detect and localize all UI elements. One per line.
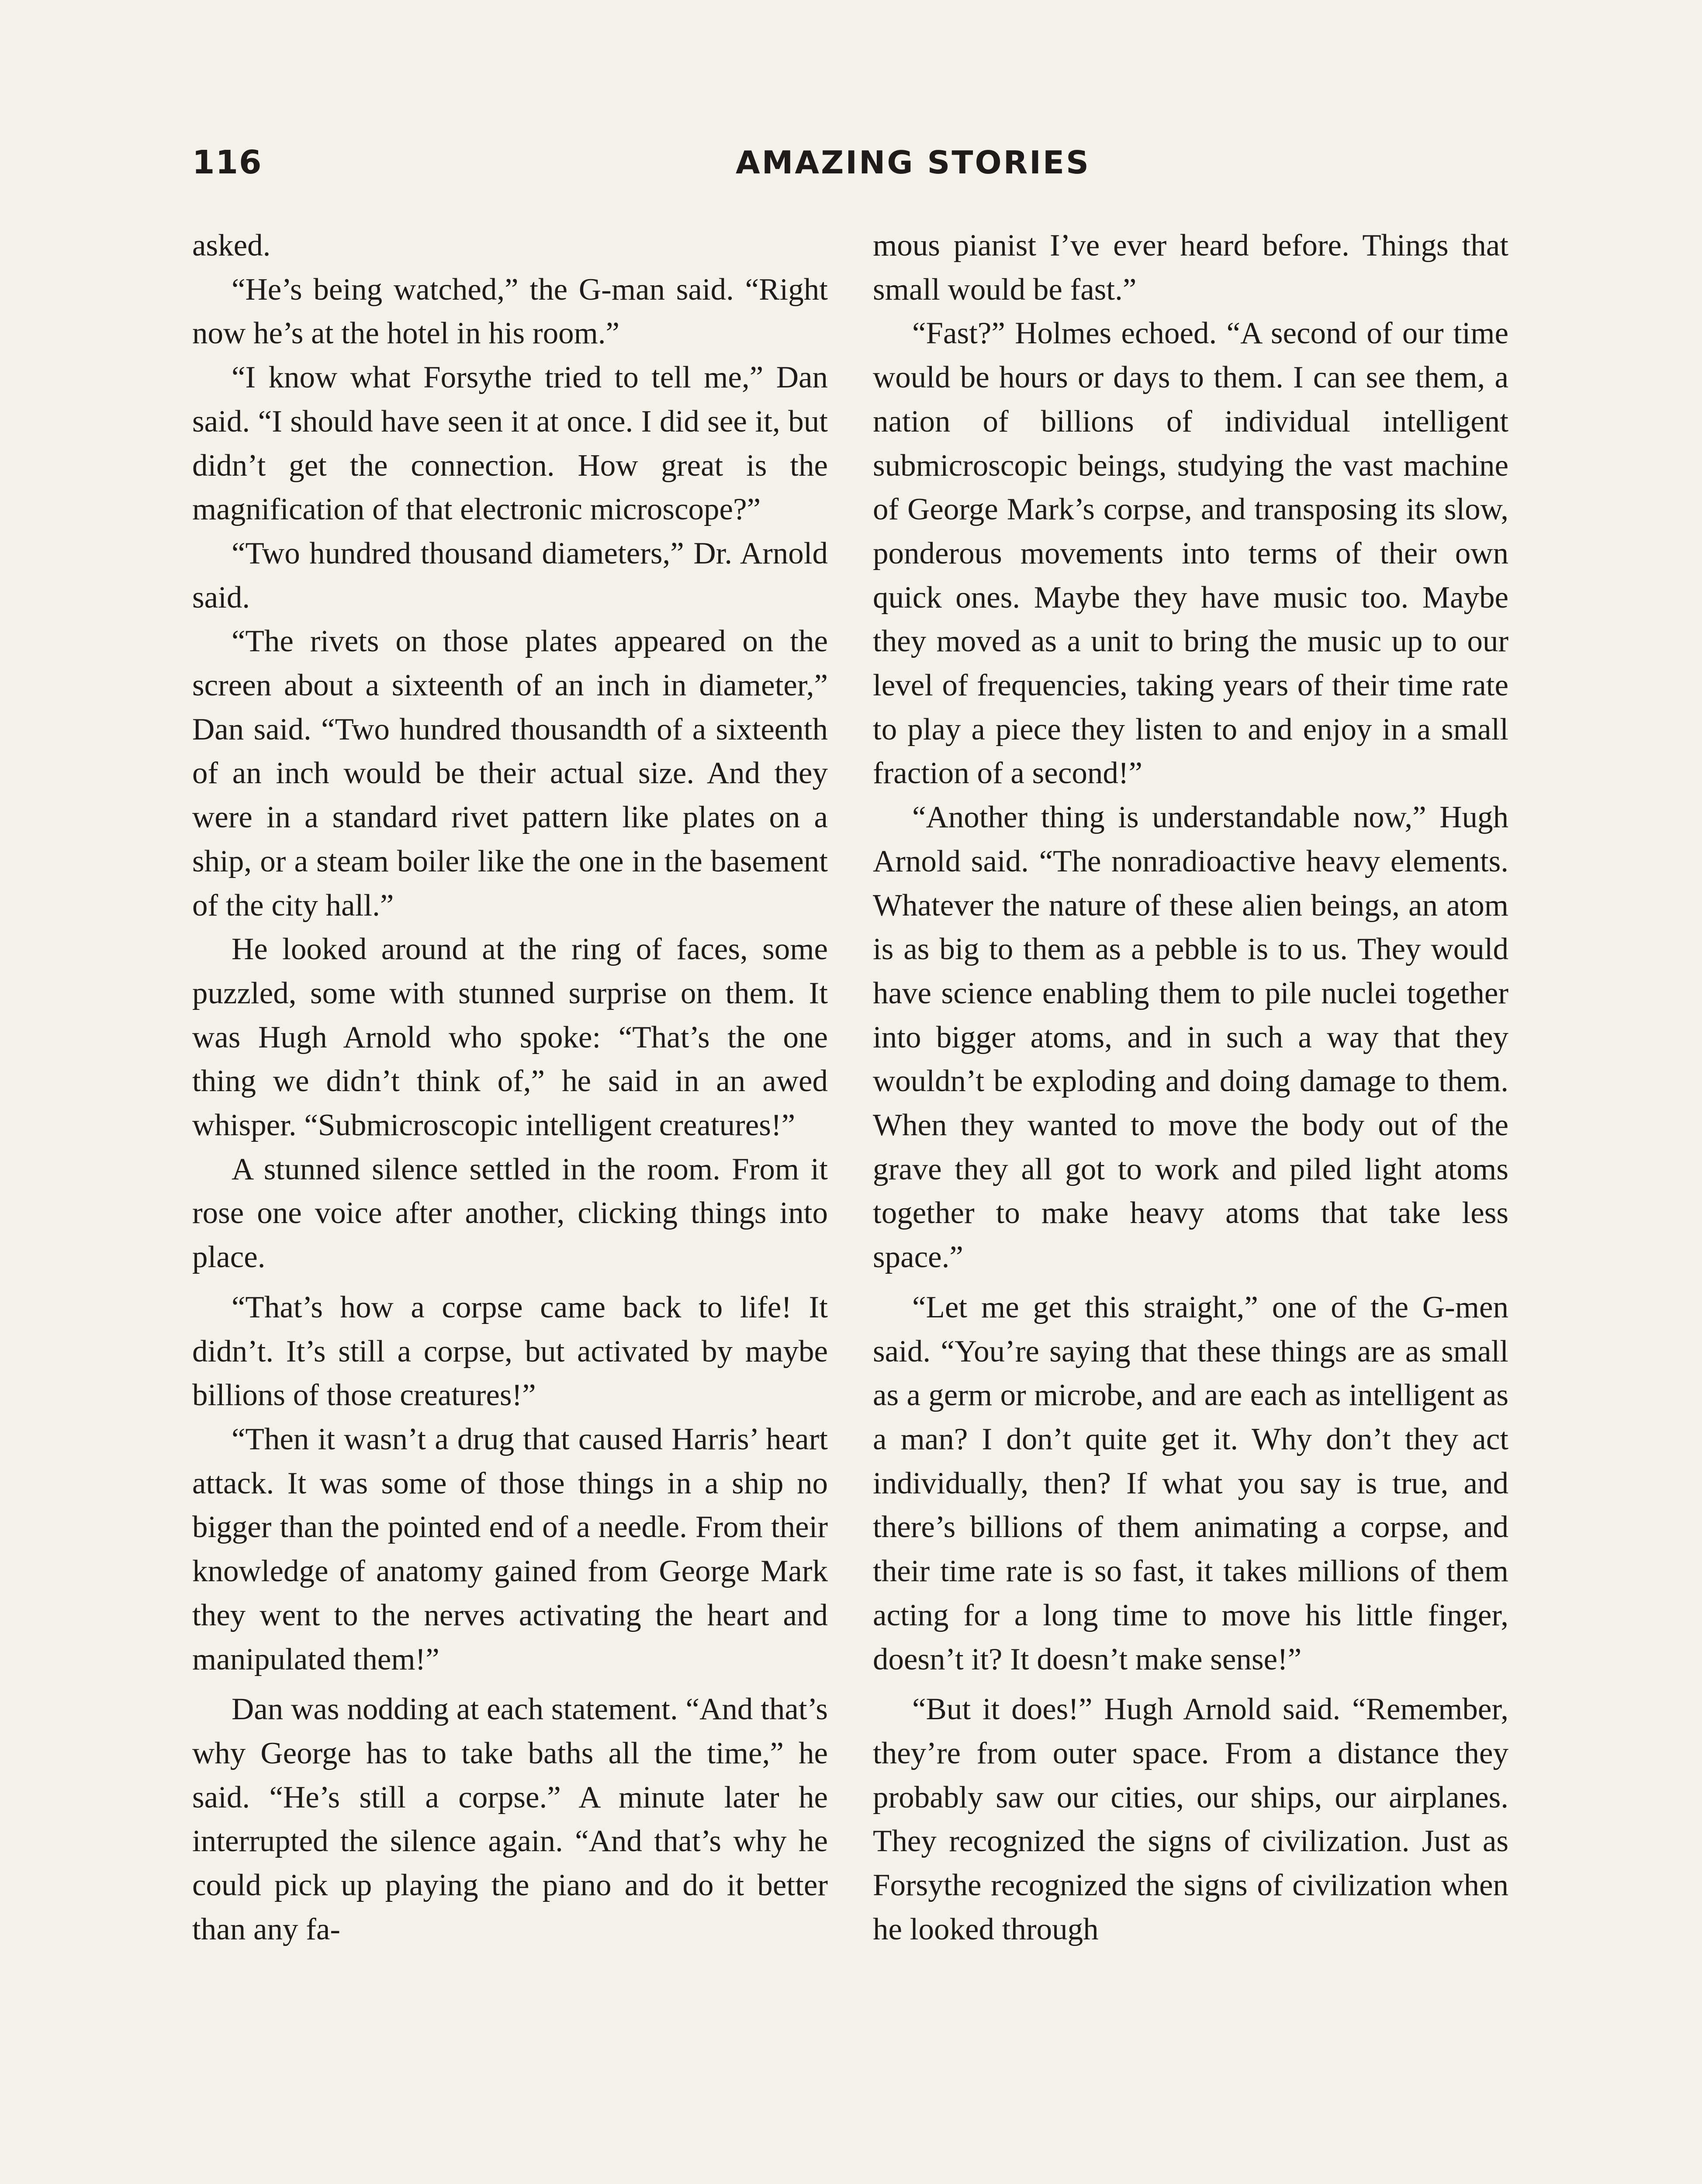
paragraph: “Let me get this straight,” one of the G-men said. “You’re saying that these things are as small as a germ or microbe, and are each as intelligent as a man? I don’t quite get it. Why don’t they act individually, then? If what you say is true, and there’s billions of them animating a corpse, and their time rate is so fast, it takes millions of them acting for a long time to move his little finger, doesn’t it? It doesn’t make sense!”: [873, 1290, 1508, 1676]
paragraph: mous pianist I’ve ever heard before. Things that small would be fast.”: [873, 228, 1508, 307]
right-text-column: [873, 224, 1508, 2184]
magazine-title: AMAZING STORIES: [736, 144, 1090, 181]
paragraph: “Another thing is understandable now,” Hugh Arnold said. “The nonradioactive heavy elements. Whatever the nature of these alien beings, an atom is as big to them as a pebble is to us. They would have science enabling them to pile nuclei together into bigger atoms, and in such a way that they wouldn’t be exploding and doing damage to them. When they wanted to move the body out of the grave they all got to work and piled light atoms together to make heavy atoms that take less space.”: [873, 800, 1508, 1275]
page-number: 116: [192, 144, 263, 181]
left-text-column: [192, 224, 828, 2184]
paragraph: “I know what Forsythe tried to tell me,” Dan said. “I should have seen it at once. I did see it, but didn’t get the connection. How great is the magnification of that electronic microscope?”: [192, 360, 828, 527]
paragraph: “That’s how a corpse came back to life! It didn’t. It’s still a corpse, but activated by maybe billions of those creatures!”: [192, 1290, 828, 1413]
paragraph: A stunned silence settled in the room. From it rose one voice after another, clicking things into place.: [192, 1152, 828, 1275]
paragraph: “But it does!” Hugh Arnold said. “Remember, they’re from outer space. From a distance they probably saw our cities, our ships, our airplanes. They recognized the signs of civilization. Just as Forsythe recognized the signs of civilization when he looked through: [873, 1692, 1508, 1946]
paragraph: “Two hundred thousand diameters,” Dr. Arnold said.: [192, 536, 828, 615]
paragraph: “The rivets on those plates appeared on the screen about a sixteenth of an inch in diameter,” Dan said. “Two hundred thousandth of a sixteenth of an inch would be their actual size. And they were in a standard rivet pattern like plates on a ship, or a steam boiler like the one in the basement of the city hall.”: [192, 624, 828, 923]
paragraph: Dan was nodding at each statement. “And that’s why George has to take baths all the time,” he said. “He’s still a corpse.” A minute later he interrupted the silence again. “And that’s why he could pick up playing the piano and do it better than any fa-: [192, 1692, 828, 1946]
paragraph: “Then it wasn’t a drug that caused Harris’ heart attack. It was some of those things in a ship no bigger than the pointed end of a needle. From their knowledge of anatomy gained from George Mark they went to the nerves activating the heart and manipulated them!”: [192, 1422, 828, 1676]
paragraph: “Fast?” Holmes echoed. “A second of our time would be hours or days to them. I can see them, a nation of billions of individual intelligent submicroscopic beings, studying the vast machine of George Mark’s corpse, and transposing its slow, ponderous movements into terms of their own quick ones. Maybe they have music too. Maybe they moved as a unit to bring the music up to our level of frequencies, taking years of their time rate to play a piece they listen to and enjoy in a small fraction of a second!”: [873, 316, 1508, 791]
paragraph: He looked around at the ring of faces, some puzzled, some with stunned surprise on them. It was Hugh Arnold who spoke: “That’s the one thing we didn’t think of,” he said in an awed whisper. “Submicroscopic intelligent creatures!”: [192, 932, 828, 1143]
paragraph: “He’s being watched,” the G-man said. “Right now he’s at the hotel in his room.”: [192, 272, 828, 351]
page-header: [192, 141, 1512, 184]
paragraph: asked.: [192, 228, 271, 263]
